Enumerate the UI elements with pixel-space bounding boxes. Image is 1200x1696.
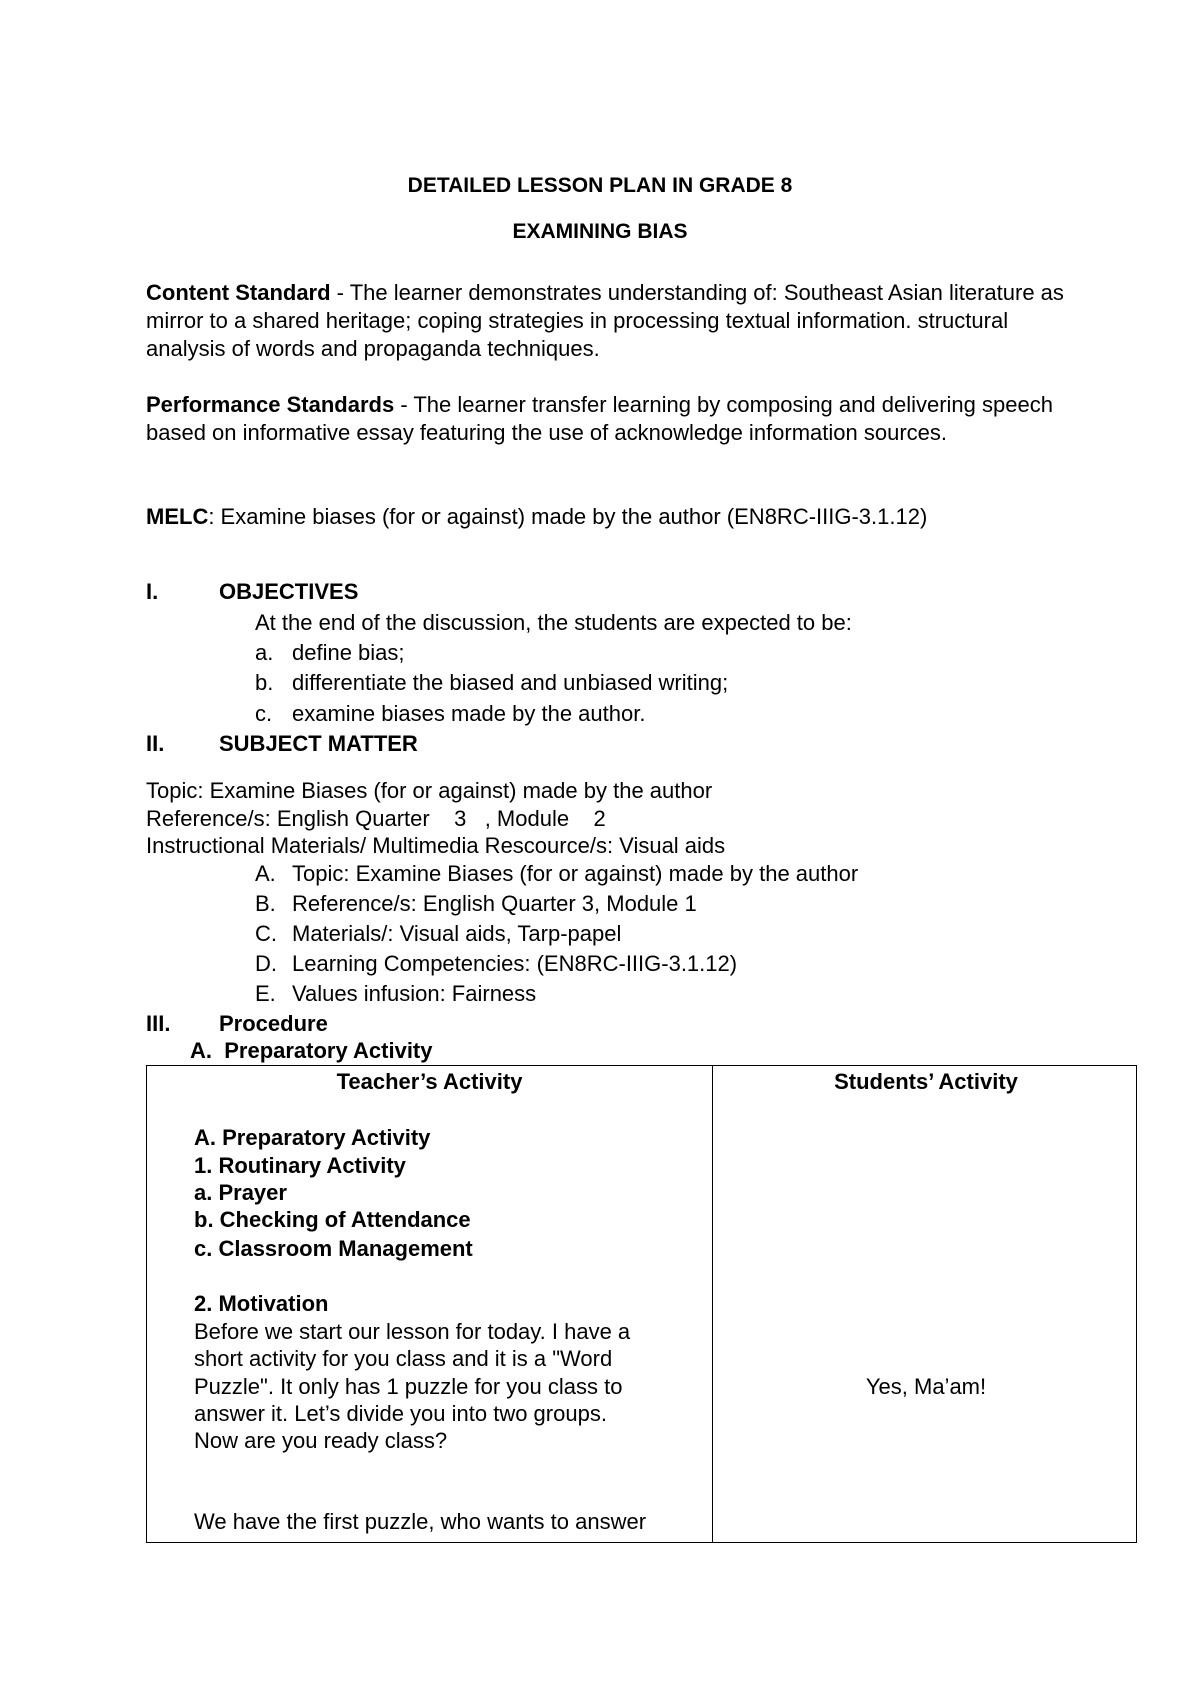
document-title: DETAILED LESSON PLAN IN GRADE 8 [407,174,793,197]
subject-item-letter: D. [255,951,277,976]
subject-matter-numeral: II. [146,731,165,756]
teacher-line: 1. Routinary Activity [194,1153,406,1178]
motivation-heading: 2. Motivation [194,1291,329,1316]
content-standard-text: - The learner demonstrates understanding of: Southeast Asian literature as mirror to a shared heritage; coping strategies in processing textual information. structural analysis of words and propaganda techniques. [146,280,1064,361]
performance-standards [146,391,1066,447]
content-standard-label: Content Standard [146,280,331,305]
objective-item [255,639,405,667]
subject-item [255,950,737,978]
objectives-numeral: I. [146,579,159,604]
melc-text: : Examine biases (for or against) made by the author (EN8RC-IIIG-3.1.12) [208,504,928,529]
students-activity-header: Students’ Activity [834,1069,1018,1094]
objective-text: examine biases made by the author. [292,701,646,726]
objective-item [255,669,728,697]
students-activity-cell [713,1066,1137,1543]
teacher-last-line: We have the first puzzle, who wants to answer [194,1509,647,1534]
subject-item [255,980,536,1008]
subject-item-text: Values infusion: Fairness [292,981,537,1006]
procedure-numeral: III. [146,1011,171,1036]
subject-item [255,890,697,918]
subject-item-letter: E. [255,981,276,1006]
subject-item-letter: B. [255,891,276,916]
procedure-subheading: A. Preparatory Activity [190,1038,433,1063]
motivation-line: Now are you ready class? [194,1428,448,1453]
subject-item-text: Materials/: Visual aids, Tarp-papel [292,921,622,946]
objective-item [255,700,645,728]
activity-table [146,1065,1137,1543]
topic-line: Topic: Examine Biases (for or against) made by the author [146,778,713,803]
content-standard [146,279,1066,363]
melc [146,503,1066,531]
procedure-heading: Procedure [219,1011,328,1036]
objective-text: differentiate the biased and unbiased writing; [292,670,729,695]
teacher-line: c. Classroom Management [194,1236,473,1261]
motivation-line: Before we start our lesson for today. I have a [194,1319,631,1344]
objective-letter: a. [255,640,274,665]
motivation-line: answer it. Let’s divide you into two groups. [194,1401,607,1426]
motivation-line: short activity for you class and it is a "Word [194,1346,613,1371]
objective-letter: b. [255,670,274,695]
objectives-heading: OBJECTIVES [219,579,359,604]
teacher-line: a. Prayer [194,1180,287,1205]
teacher-activity-cell [147,1066,713,1543]
subject-item-letter: A. [255,861,276,886]
subject-item-text: Learning Competencies: (EN8RC-IIIG-3.1.12) [292,951,738,976]
document-subtitle: EXAMINING BIAS [512,220,688,243]
objective-letter: c. [255,701,273,726]
performance-standards-text: - The learner transfer learning by composing and delivering speech based on informative essay featuring the use of acknowledge information sources. [146,392,1053,445]
subject-item-text: Reference/s: English Quarter 3, Module 1 [292,891,697,916]
reference-line: Reference/s: English Quarter 3 , Module 2 [146,806,606,831]
student-response: Yes, Ma’am! [865,1374,987,1399]
objectives-intro: At the end of the discussion, the students are expected to be: [255,610,852,635]
teacher-line: A. Preparatory Activity [194,1125,431,1150]
subject-item [255,920,621,948]
melc-label: MELC [146,504,209,529]
subject-matter-heading: SUBJECT MATTER [219,731,418,756]
materials-line: Instructional Materials/ Multimedia Rescource/s: Visual aids [146,833,726,858]
motivation-line: Puzzle". It only has 1 puzzle for you class to [194,1374,623,1399]
subject-item [255,860,858,888]
performance-standards-label: Performance Standards [146,392,395,417]
teacher-activity-header: Teacher’s Activity [336,1069,523,1094]
subject-item-text: Topic: Examine Biases (for or against) made by the author [292,861,859,886]
teacher-line: b. Checking of Attendance [194,1207,471,1232]
subject-item-letter: C. [255,921,277,946]
objective-text: define bias; [292,640,405,665]
